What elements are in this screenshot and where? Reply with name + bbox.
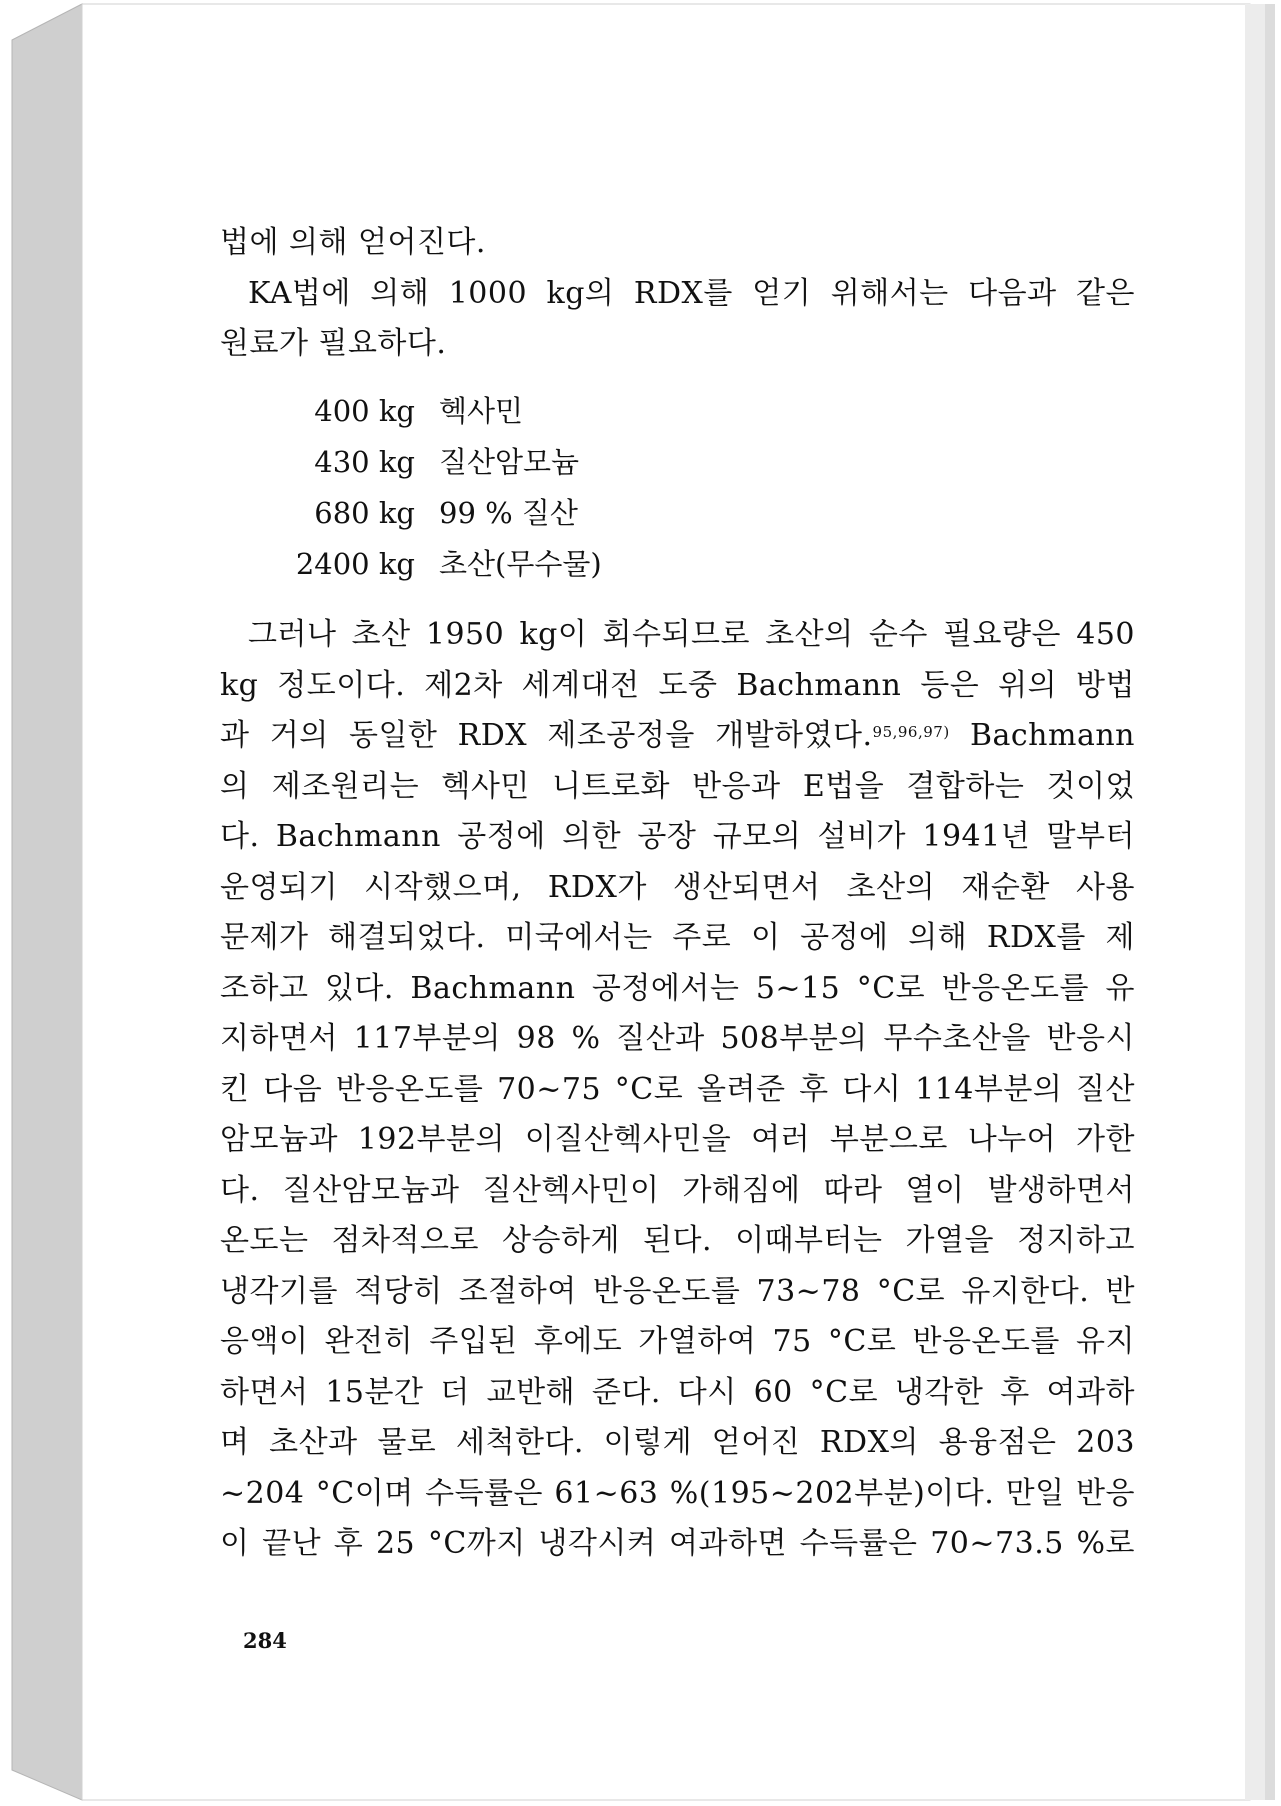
main-line-5: 다. Bachmann 공정에 의한 공장 규모의 설비가 1941년 말부터 — [220, 819, 1135, 854]
main-line-14: 냉각기를 적당히 조절하여 반응온도를 73~78 °C로 유지한다. 반 — [220, 1273, 1135, 1309]
material-qty: 680 kg — [314, 496, 415, 530]
intro-line-2: KA법에 의해 1000 kg의 RDX를 얻기 위해서는 다음과 같은 — [248, 275, 1135, 311]
main-paragraph — [220, 610, 1135, 1570]
material-row — [290, 437, 602, 488]
main-line-8: 조하고 있다. Bachmann 공정에서는 5~15 °C로 반응온도를 유 — [220, 970, 1135, 1006]
material-qty: 2400 kg — [295, 547, 415, 581]
material-qty: 430 kg — [314, 445, 415, 479]
intro-line-1: 법에 의해 얻어진다. — [220, 225, 486, 260]
page-edge-right-dark — [1265, 4, 1275, 1800]
material-row — [290, 386, 602, 437]
main-line-2: kg 정도이다. 제2차 세계대전 도중 Bachmann 등은 위의 방법 — [220, 667, 1135, 703]
main-line-17: 며 초산과 물로 세척한다. 이렇게 얻어진 RDX의 용융점은 203 — [220, 1425, 1135, 1460]
intro-paragraph — [220, 218, 1135, 370]
material-row — [290, 488, 602, 539]
main-line-12: 다. 질산암모늄과 질산헥사민이 가해짐에 따라 열이 발생하면서 — [220, 1172, 1135, 1208]
main-line-1: 그러나 초산 1950 kg이 회수되므로 초산의 순수 필요량은 450 — [248, 617, 1135, 652]
material-row — [290, 539, 602, 590]
main-line-7: 문제가 해결되었다. 미국에서는 주로 이 공정에 의해 RDX를 제 — [220, 920, 1135, 955]
main-line-10: 킨 다음 반응온도를 70~75 °C로 올려준 후 다시 114부분의 질산 — [220, 1071, 1135, 1107]
main-line-16: 하면서 15분간 더 교반해 준다. 다시 60 °C로 냉각한 후 여과하 — [220, 1374, 1135, 1410]
main-line-18: ~204 °C이며 수득률은 61~63 %(195~202부분)이다. 만일 반응 — [220, 1475, 1135, 1511]
main-line-3-text: 과 거의 동일한 RDX 제조공정을 개발하였다. — [220, 718, 873, 753]
book-spine-left — [12, 4, 82, 1800]
main-line-13: 온도는 점차적으로 상승하게 된다. 이때부터는 가열을 정지하고 — [220, 1223, 1135, 1258]
material-name: 질산암모늄 — [439, 445, 580, 479]
materials-list — [290, 386, 602, 590]
page-edge-right — [1245, 4, 1265, 1800]
citation-superscript: 95,96,97) — [872, 723, 950, 741]
main-line-4: 의 제조원리는 헥사민 니트로화 반응과 E법을 결합하는 것이었 — [220, 768, 1135, 804]
citation-tail: Bachmann — [969, 718, 1135, 753]
page-number: 284 — [243, 1628, 287, 1653]
main-line-3 — [220, 711, 1135, 762]
material-name: 99 % 질산 — [439, 496, 578, 530]
material-name: 초산(무수물) — [439, 547, 602, 581]
main-line-11: 암모늄과 192부분의 이질산헥사민을 여러 부분으로 나누어 가한 — [220, 1122, 1135, 1157]
material-qty: 400 kg — [314, 394, 415, 428]
main-line-9: 지하면서 117부분의 98 % 질산과 508부분의 무수초산을 반응시 — [220, 1021, 1135, 1056]
main-line-6: 운영되기 시작했으며, RDX가 생산되면서 초산의 재순환 사용 — [220, 869, 1135, 905]
main-line-19: 이 끝난 후 25 °C까지 냉각시켜 여과하면 수득률은 70~73.5 %로 — [220, 1526, 1135, 1561]
main-line-15: 응액이 완전히 주입된 후에도 가열하여 75 °C로 반응온도를 유지 — [220, 1324, 1135, 1359]
material-name: 헥사민 — [439, 394, 524, 428]
intro-line-3: 원료가 필요하다. — [220, 326, 447, 361]
